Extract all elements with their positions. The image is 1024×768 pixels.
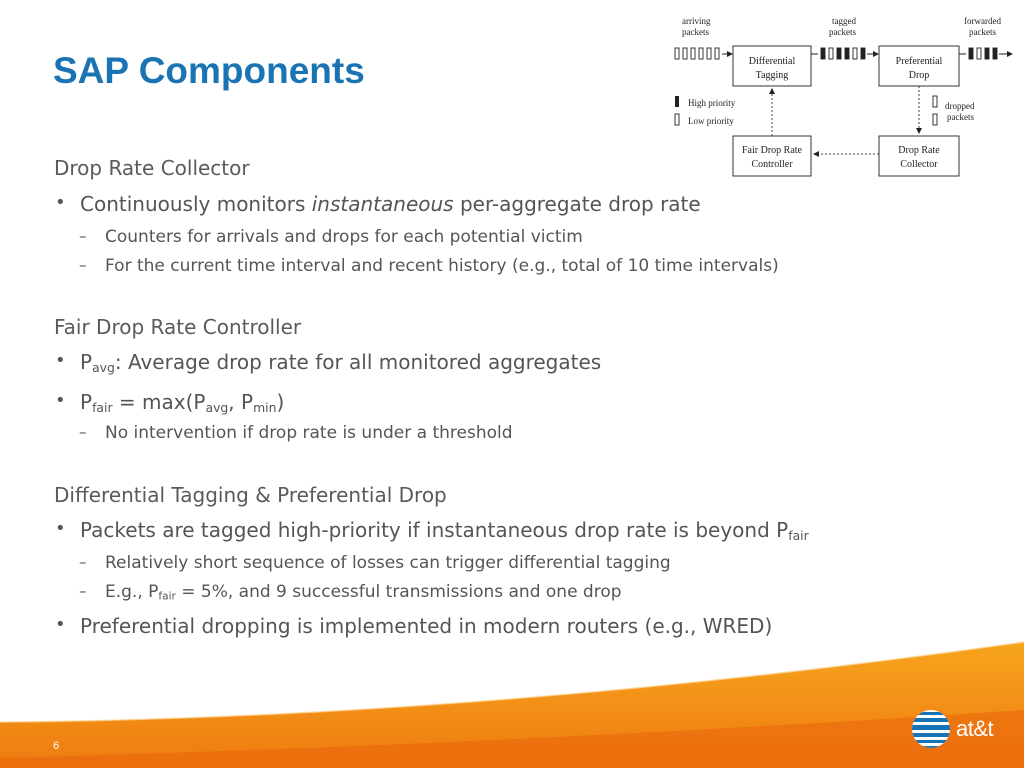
dash-bullet: – xyxy=(79,423,87,441)
subbullet-text-pre: E.g., P xyxy=(105,582,159,602)
subbullet-text: Counters for arrivals and drops for each potential victim xyxy=(105,227,583,247)
section-heading-drop-rate-collector: Drop Rate Collector xyxy=(54,156,250,180)
box-drop-rate-collector xyxy=(879,136,959,176)
tagged-packets xyxy=(821,48,865,59)
p-symbol: P xyxy=(80,390,93,414)
box-collector-line2: Collector xyxy=(900,159,938,170)
bullet-dot: • xyxy=(55,518,66,539)
subscript-fair: fair xyxy=(788,528,809,544)
box-differential-tagging-line1: Differential xyxy=(748,56,796,67)
formula-comma: , P xyxy=(228,390,254,414)
label-dropped-1: dropped xyxy=(945,101,975,111)
subbullet-no-intervention xyxy=(79,423,513,443)
label-dropped-2: packets xyxy=(947,112,974,122)
label-tagged-2: packets xyxy=(829,27,856,37)
bullet-text-italic: instantaneous xyxy=(311,192,454,216)
formula-mid: = max(P xyxy=(112,390,206,414)
slide-title: SAP Components xyxy=(53,50,365,91)
bullet-continuously-monitors xyxy=(55,192,701,216)
label-arriving-1: arriving xyxy=(682,16,711,26)
subbullet-text: For the current time interval and recent history (e.g., total of 10 time intervals) xyxy=(105,256,779,276)
bullet-pfair-formula xyxy=(55,390,285,416)
bullet-text-pre: Continuously monitors xyxy=(80,192,312,216)
dropped-packet-icon-2 xyxy=(933,114,937,125)
dash-bullet: – xyxy=(79,582,87,600)
subscript-avg: avg xyxy=(92,360,115,376)
subscript-avg: avg xyxy=(205,400,229,416)
subbullet-text: No intervention if drop rate is under a threshold xyxy=(105,423,513,443)
label-forwarded-1: forwarded xyxy=(964,16,1001,26)
p-symbol: P xyxy=(80,350,93,374)
bullet-text: Preferential dropping is implemented in modern routers (e.g., WRED) xyxy=(80,614,773,638)
box-preferential-drop-line2: Drop xyxy=(908,70,930,81)
bullet-pavg xyxy=(55,350,602,376)
legend-low-priority: Low priority xyxy=(688,116,734,126)
bullet-dot: • xyxy=(55,390,66,411)
section-heading-fair-drop-rate-controller: Fair Drop Rate Controller xyxy=(54,315,302,339)
subscript-fair: fair xyxy=(92,400,113,416)
dash-bullet: – xyxy=(79,553,87,571)
sap-architecture-diagram xyxy=(668,12,1018,182)
subscript-min: min xyxy=(253,400,277,416)
label-forwarded-2: packets xyxy=(969,27,996,37)
att-logo xyxy=(910,708,1010,750)
footer-orange-swoosh xyxy=(0,640,1024,768)
bullet-dot: • xyxy=(55,614,66,635)
box-differential-tagging-line2: Tagging xyxy=(755,70,789,81)
bullet-text: : Average drop rate for all monitored aggregates xyxy=(114,350,602,374)
page-number: 6 xyxy=(53,740,60,752)
logo-text: at&t xyxy=(956,716,994,741)
subbullet-text: Relatively short sequence of losses can trigger differential tagging xyxy=(105,553,671,573)
subbullet-counters xyxy=(79,227,583,247)
globe-icon xyxy=(910,708,952,750)
legend-high-priority: High priority xyxy=(688,98,736,108)
bullet-text-post: per-aggregate drop rate xyxy=(453,192,701,216)
bullet-text: Packets are tagged high-priority if instantaneous drop rate is beyond P xyxy=(80,518,789,542)
formula-end: ) xyxy=(276,390,285,414)
forwarded-packets xyxy=(969,48,997,59)
box-collector-line1: Drop Rate xyxy=(898,145,940,156)
label-arriving-2: packets xyxy=(682,27,709,37)
bullet-dot: • xyxy=(55,192,66,213)
subbullet-short-sequence xyxy=(79,553,671,573)
legend-high-icon xyxy=(675,96,679,107)
bullet-preferential-dropping xyxy=(55,614,773,638)
bullet-dot: • xyxy=(55,350,66,371)
dropped-packet-icon-1 xyxy=(933,96,937,107)
section-heading-differential-tagging: Differential Tagging & Preferential Drop xyxy=(54,483,447,507)
box-fair-drop-rate-controller xyxy=(733,136,811,176)
subbullet-example xyxy=(79,582,622,603)
label-tagged-1: tagged xyxy=(832,16,856,26)
subbullet-text-post: = 5%, and 9 successful transmissions and one drop xyxy=(175,582,622,602)
arriving-packets xyxy=(675,48,719,59)
dash-bullet: – xyxy=(79,227,87,245)
dash-bullet: – xyxy=(79,256,87,274)
box-controller-line1: Fair Drop Rate xyxy=(742,145,802,156)
bullet-tagged-high-priority xyxy=(55,518,809,544)
subscript-fair: fair xyxy=(158,590,176,603)
legend-low-icon xyxy=(675,114,679,125)
subbullet-current-time-interval xyxy=(79,256,779,276)
box-preferential-drop-line1: Preferential xyxy=(895,56,943,67)
box-controller-line2: Controller xyxy=(751,159,793,170)
